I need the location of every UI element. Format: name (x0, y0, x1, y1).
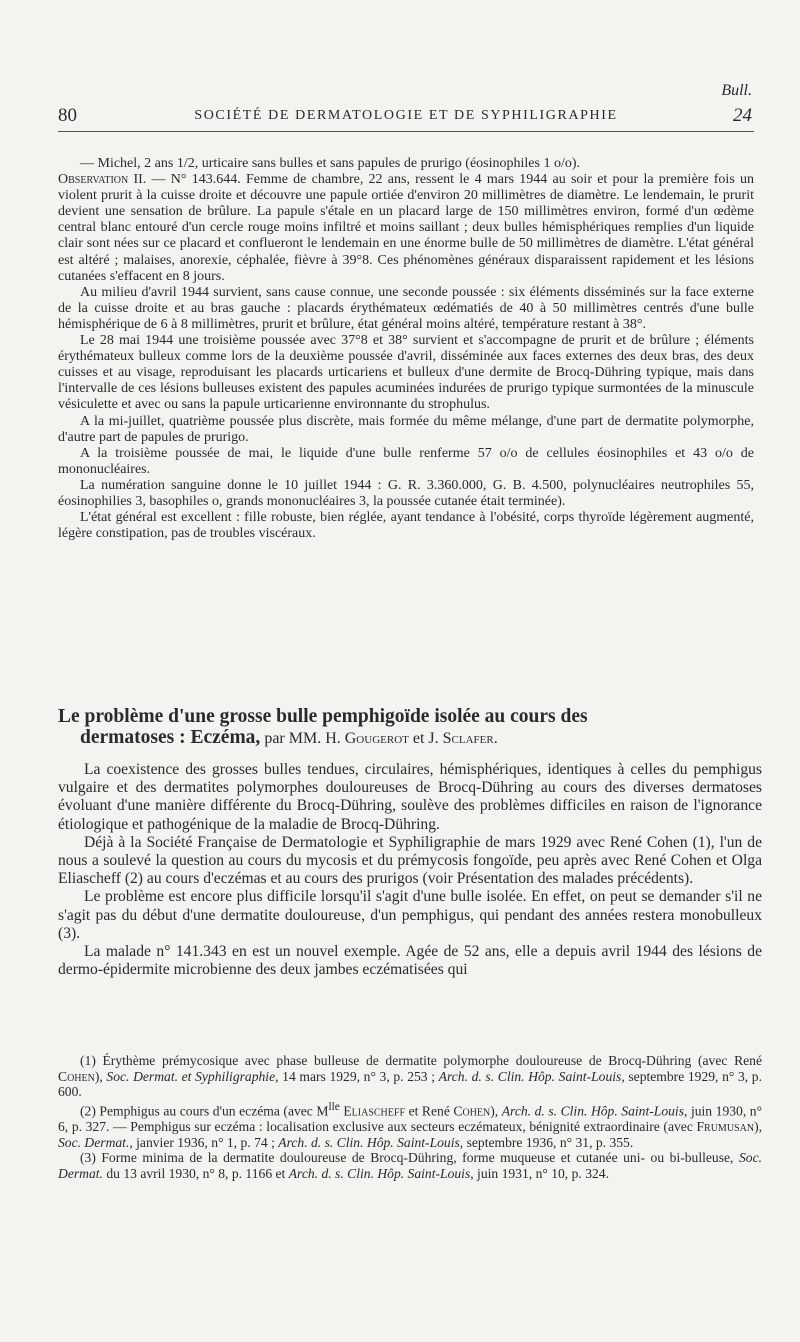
observation-paragraph (58, 172, 754, 285)
fn-journal: Soc. Dermat. (58, 1134, 130, 1150)
author-gougerot: Gougerot (344, 730, 409, 747)
paragraph: Le 28 mai 1944 une troisième poussée avec 37°8 et 38° survient et s'accompagne de prurit et de brûlure ; éléments érythémateux bulleux comme lors de la deuxième poussée d'avril, disséminée aux faces externes des deux bras, des deux cuisses et au visage, reproduisant les placards urticariens et bulleux d'une dermite de Brocq-Dühring typique, mais dans l'intervalle de ces lésions bulleuses existent des papules acuminées indurées de prurigo typique surmontées de la minuscule vésiculette et avec ou sans la papule urticarienne environnante du strophulus. (58, 333, 754, 413)
paragraph: Au milieu d'avril 1944 survient, sans cause connue, une seconde poussée : six éléments disséminés sur la face externe de la cuisse droite et au bras gauche : placards érythémateux œdématiés de 40 à 50 millimètres centrés d'une bulle hémisphérique de 6 à 8 millimètres, prurit et brûlure, état général moins altéré, température restant à 38°. (58, 284, 754, 332)
fn-text: , janvier 1936, n° 1, p. 74 ; (129, 1134, 279, 1150)
fn-text: , juin 1930, n° 6, p. 327. — Pemphigus sur eczéma : localisation exclusive aux secteurs eczémateux, bénignité extraordinaire (avec (58, 1103, 763, 1134)
fn-text: ), (490, 1103, 502, 1119)
title-line-2 (58, 727, 762, 749)
title-line-2-text: dermatoses : Eczéma, (80, 727, 261, 748)
fn-text: (1) Érythème prémycosique avec phase bulleuse de dermatite polymorphe douloureuse de Brocq-Dühring (avec René (80, 1053, 762, 1068)
running-title: SOCIÉTÉ DE DERMATOLOGIE ET DE SYPHILIGRAPHIE (194, 108, 618, 123)
footnote-2 (58, 1100, 762, 1150)
fn-author: Cohen (58, 1068, 95, 1084)
authors-et: et J. (408, 730, 443, 747)
paragraph: A la mi-juillet, quatrième poussée plus discrète, mais formée du même mélange, d'une part de dermatite polymorphe, d'autre part de papules de prurigo. (58, 413, 754, 445)
footnote-1 (58, 1053, 762, 1100)
title-line-1: Le problème d'une grosse bulle pemphigoïde isolée au cours des (58, 706, 588, 727)
fn-journal: Arch. d. s. Clin. Hôp. Saint-Louis (438, 1068, 622, 1084)
fn-author: Cohen (453, 1103, 491, 1119)
authors-end: . (493, 730, 498, 747)
fn-text: (3) Forme minima de la dermatite douloureuse de Brocq-Dühring, forme muqueuse et cutanée uni- ou bi-bulleuse, (80, 1150, 739, 1166)
article-title (58, 706, 762, 749)
fn-journal: Arch. d. s. Clin. Hôp. Saint-Louis (288, 1165, 471, 1181)
fn-text: et René (405, 1103, 454, 1119)
paragraph: Déjà à la Société Française de Dermatologie et Syphiligraphie de mars 1929 avec René Cohen (1), l'un de nous a soulevé la question au cours du mycosis et du prémycosis fongoïde, peu après avec René Cohen et Olga Eliascheff (2) au cours d'eczémas et au cours des prurigos (voir Présentation des malades précédents). (58, 833, 762, 888)
paragraph: A la troisième poussée de mai, le liquide d'une bulle renferme 57 o/o de cellules éosinophiles et 43 o/o de mononucléaires. (58, 445, 754, 477)
fn-journal: Arch. d. s. Clin. Hôp. Saint-Louis (278, 1134, 460, 1150)
paragraph: La numération sanguine donne le 10 juillet 1944 : G. R. 3.360.000, G. B. 4.500, polynucléaires neutrophiles 55, éosinophilies 3, basophiles o, grands mononucléaires 3, la poussée cutanée était terminée). (58, 477, 754, 509)
volume-number: 24 (733, 105, 752, 126)
observation-text: — N° 143.644. Femme de chambre, 22 ans, ressent le 4 mars 1944 au soir et pour la première fois un violent prurit à la cuisse droite et découvre une papule ortiée d'environ 20 millimètres de diamètre. Le lendemain, le prurit devient une sensation de brûlure. La papule s'étale en un placard large de 150 millimètres environ, formé d'un œdème central blanc entouré d'un cercle rouge moins infiltré et moins saillant ; deux bulles hémisphériques remplies d'un liquide clair sont nées sur ce placard et conflueront le lendemain en une énorme bulle de 50 millimètres de diamètre. L'état général est altéré ; malaises, anorexie, céphalée, fièvre à 39°8. Ces phénomènes généraux disparaissent rapidement et les lésions cutanées s'effacent en 8 jours. (58, 172, 754, 284)
running-header (58, 105, 754, 132)
authors-par: par MM. H. (260, 730, 345, 747)
observation-section (58, 156, 754, 542)
page-number: 80 (58, 105, 77, 126)
paragraph: La coexistence des grosses bulles tendues, circulaires, hémisphériques, identiques à celles du pemphigus vulgaire et des dermatites polymorphes douloureuses de Brocq-Dühring au cours des diverses dermatoses évoluant d'une manière différente du Brocq-Dühring, soulève des problèmes difficiles en raison de l'ignorance étiologique et pathogénique de la maladie de Brocq-Dühring. (58, 761, 762, 833)
fn-author: Eliascheff (339, 1103, 406, 1119)
fn-text: , 14 mars 1929, n° 3, p. 253 ; (275, 1068, 439, 1084)
fn-journal: Arch. d. s. Clin. Hôp. Saint-Louis (501, 1103, 684, 1119)
paragraph: — Michel, 2 ans 1/2, urticaire sans bulles et sans papules de prurigo (éosinophiles 1 o/o). (80, 156, 581, 171)
observation-label: Observation II. (58, 172, 147, 188)
paragraph: L'état général est excellent : fille robuste, bien réglée, ayant tendance à l'obésité, corps thyroïde légèrement augmenté, légère constipation, pas de troubles viscéraux. (58, 510, 754, 542)
fn-text: ), (754, 1118, 762, 1134)
fn-journal: Soc. Dermat. et Syphiligraphie (106, 1068, 276, 1084)
fn-text: (2) Pemphigus au cours d'un eczéma (avec M (80, 1103, 329, 1119)
fn-superscript: lle (328, 1100, 340, 1113)
fn-text: , septembre 1936, n° 31, p. 355. (459, 1134, 634, 1150)
footnote-3 (58, 1150, 762, 1181)
fn-text: , juin 1931, n° 10, p. 324. (470, 1165, 609, 1181)
corner-note: Bull. (721, 82, 752, 99)
fn-text: , septembre 1929, n° 3, p. 600. (58, 1068, 762, 1100)
paragraph: La malade n° 141.343 en est un nouvel exemple. Agée de 52 ans, elle a depuis avril 1944 des lésions de dermo-épidermite microbienne des deux jambes eczématisées qui (58, 943, 762, 979)
fn-journal: Soc. Dermat. (58, 1150, 762, 1181)
fn-text: du 13 avril 1930, n° 8, p. 1166 et (102, 1165, 289, 1181)
author-sclafer: Sclafer (442, 730, 494, 747)
fn-text: ), (94, 1068, 107, 1084)
paragraph: Le problème est encore plus difficile lorsqu'il s'agit d'une bulle isolée. En effet, on peut se demander s'il ne s'agit pas du début d'une dermatite douloureuse, d'un pemphigus, qui pendant des années restera monobulleux (3). (58, 888, 762, 942)
fn-author: Frumusan (696, 1118, 755, 1134)
footnotes (58, 1053, 762, 1181)
article-body (58, 761, 762, 979)
